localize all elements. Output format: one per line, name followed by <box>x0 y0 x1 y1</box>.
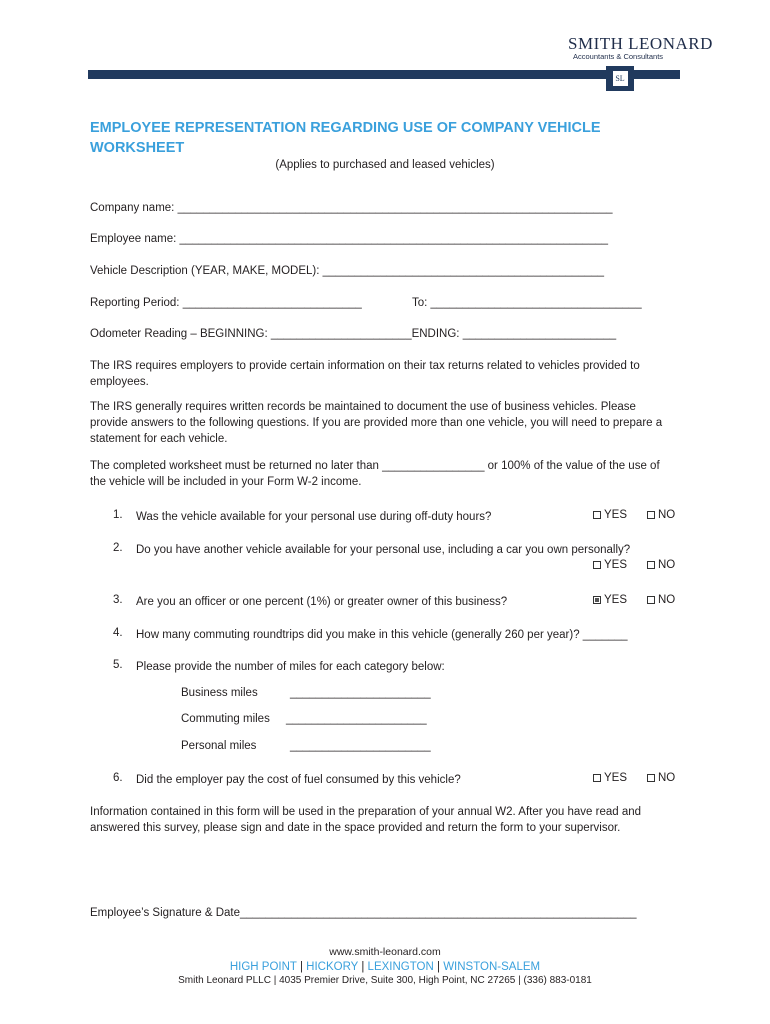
question-4-text[interactable]: How many commuting roundtrips did you make in this vehicle (generally 260 per year)? _______ <box>136 629 628 641</box>
question-6-yes-option[interactable]: YES <box>593 772 627 784</box>
question-1-text: Was the vehicle available for your personal use during off-duty hours? <box>136 511 492 523</box>
checkbox-icon[interactable] <box>647 561 655 569</box>
odometer-reading-field[interactable]: Odometer Reading – BEGINNING: ______________________ENDING: ________________________ <box>90 328 617 340</box>
question-4-number: 4. <box>113 627 123 639</box>
business-miles-field[interactable]: ______________________ <box>290 687 431 699</box>
checkbox-icon[interactable] <box>593 774 601 782</box>
paragraph-irs-requirement: The IRS requires employers to provide certain information on their tax returns related to vehicles provided to employees. <box>90 360 640 388</box>
question-2-text: Do you have another vehicle available for your personal use, including a car you own personally? <box>136 544 631 556</box>
logo-tagline: Accountants & Consultants <box>573 52 664 61</box>
company-name-field[interactable]: Company name: ____________________________________________________________________ <box>90 202 613 214</box>
paragraph-written-records: The IRS generally requires written records be maintained to document the use of business vehicles. Please provide answers to the following questions. If you are provided more than one vehicle, you will need to prepare a statement for each vehicle. <box>90 401 663 445</box>
question-2-yes-option[interactable]: YES <box>593 559 627 571</box>
question-1-number: 1. <box>113 509 123 521</box>
question-1-no-option[interactable]: NO <box>647 509 675 521</box>
paragraph-closing: Information contained in this form will be used in the preparation of your annual W2. After you have read and answered this survey, please sign and date in the space provided and return the form to your supervisor. <box>90 806 642 834</box>
checkbox-icon[interactable] <box>593 561 601 569</box>
checked-checkbox-icon[interactable] <box>593 596 601 604</box>
question-6-number: 6. <box>113 772 123 784</box>
question-2-number: 2. <box>113 542 123 554</box>
footer-offices <box>0 961 770 973</box>
checkbox-icon[interactable] <box>647 596 655 604</box>
question-3-number: 3. <box>113 594 123 606</box>
office-lexington: LEXINGTON <box>367 961 434 973</box>
question-1-yes-option[interactable]: YES <box>593 509 627 521</box>
page-subtitle: (Applies to purchased and leased vehicles) <box>275 159 495 171</box>
office-hickory: HICKORY <box>306 961 359 973</box>
business-miles-label: Business miles <box>181 687 258 699</box>
logo-seal-icon: SL <box>612 70 629 87</box>
commuting-miles-field[interactable]: ______________________ <box>286 713 427 725</box>
question-3-text: Are you an officer or one percent (1%) or greater owner of this business? <box>136 596 508 608</box>
signature-date-field[interactable]: Employee’s Signature & Date______________________________________________________________ <box>90 907 637 919</box>
question-3-yes-option[interactable]: YES <box>593 594 627 606</box>
office-high-point: HIGH POINT <box>229 961 297 973</box>
logo-seal-block <box>606 66 634 91</box>
office-separator: | <box>299 961 303 973</box>
checkbox-icon[interactable] <box>647 511 655 519</box>
office-separator: | <box>437 961 440 973</box>
employee-name-field[interactable]: Employee name: ___________________________________________________________________ <box>90 233 609 245</box>
header-bar <box>88 70 680 79</box>
logo-wordmark: SMITH LEONARD <box>568 34 713 53</box>
footer-address: Smith Leonard PLLC | 4035 Premier Drive, Suite 300, High Point, NC 27265 | (336) 883-0181 <box>178 975 592 986</box>
paragraph-deadline: The completed worksheet must be returned no later than ________________ or 100% of the value of the use of the vehicle will be included in your Form W-2 income. <box>90 460 660 488</box>
office-separator: | <box>361 961 365 973</box>
checkbox-icon[interactable] <box>647 774 655 782</box>
page-title-line2: WORKSHEET <box>90 140 185 156</box>
vehicle-description-field[interactable]: Vehicle Description (YEAR, MAKE, MODEL): ____________________________________________ <box>90 265 605 277</box>
question-2-no-option[interactable]: NO <box>647 559 675 571</box>
reporting-period-to-field[interactable]: To: _________________________________ <box>412 297 642 309</box>
commuting-miles-label: Commuting miles <box>181 713 270 725</box>
checkbox-icon[interactable] <box>593 511 601 519</box>
personal-miles-field[interactable]: ______________________ <box>290 740 431 752</box>
question-5-number: 5. <box>113 659 123 671</box>
reporting-period-from-field[interactable]: Reporting Period: ____________________________ <box>90 297 362 309</box>
personal-miles-label: Personal miles <box>181 740 257 752</box>
footer-website[interactable]: www.smith-leonard.com <box>329 946 441 958</box>
office-winston-salem: WINSTON-SALEM <box>443 961 541 973</box>
question-6-text: Did the employer pay the cost of fuel consumed by this vehicle? <box>136 774 461 786</box>
question-3-no-option[interactable]: NO <box>647 594 675 606</box>
page-title-line1: EMPLOYEE REPRESENTATION REGARDING USE OF COMPANY VEHICLE <box>90 120 601 136</box>
question-6-no-option[interactable]: NO <box>647 772 675 784</box>
question-5-text: Please provide the number of miles for each category below: <box>136 661 445 673</box>
